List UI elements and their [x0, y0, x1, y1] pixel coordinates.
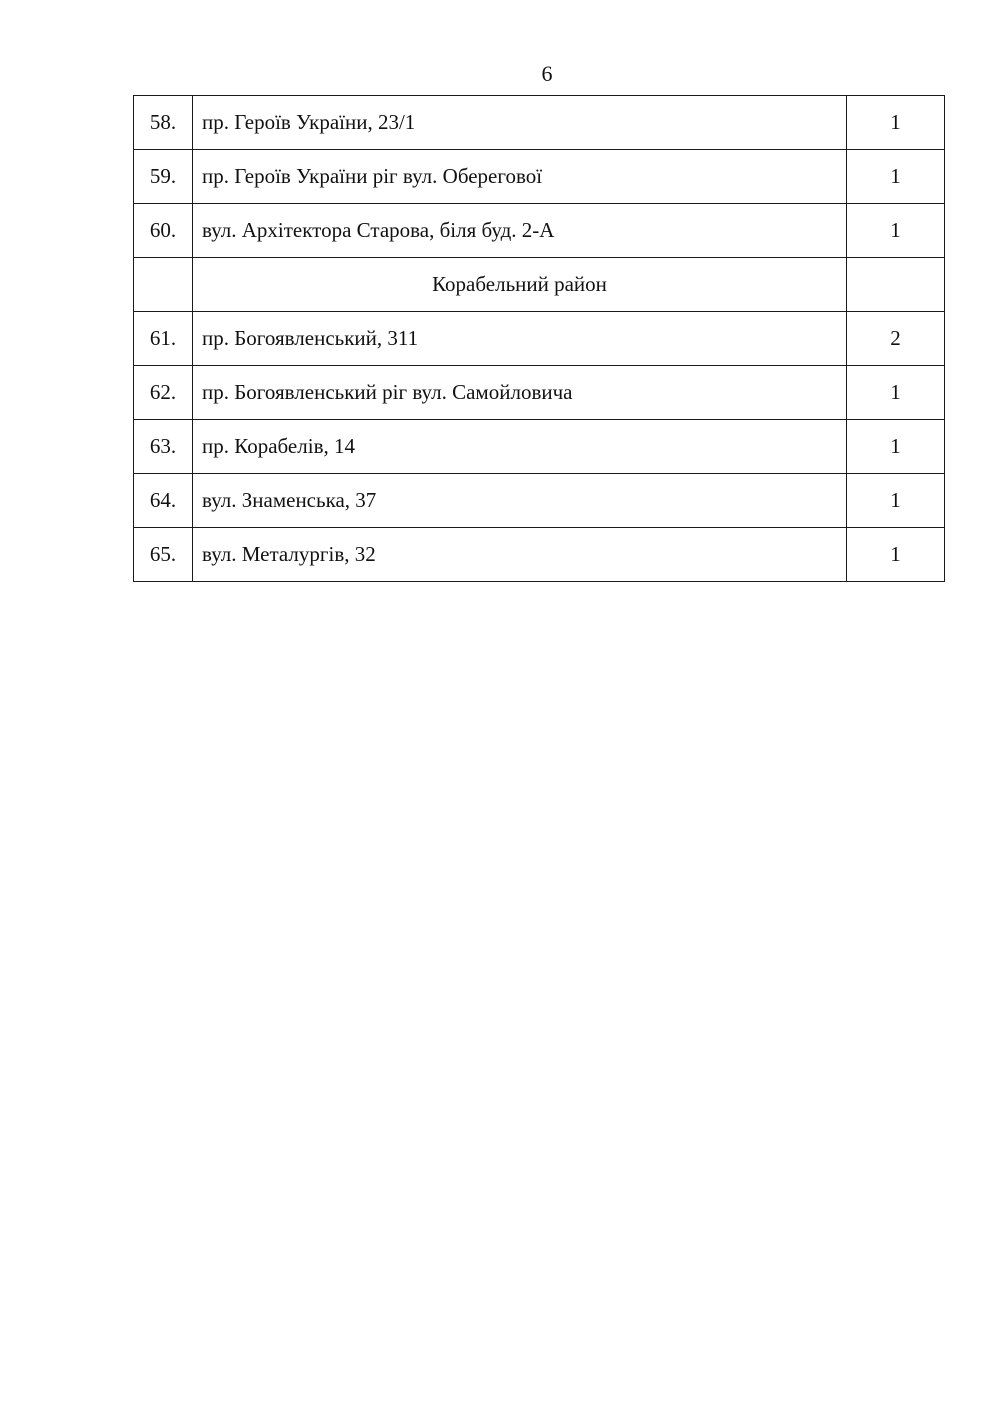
table-row — [134, 204, 945, 258]
row-number: 62. — [134, 366, 193, 420]
address-table — [133, 95, 945, 582]
row-number: 63. — [134, 420, 193, 474]
row-address: пр. Богоявленський, 311 — [193, 312, 847, 366]
row-number: 61. — [134, 312, 193, 366]
row-quantity: 1 — [847, 366, 945, 420]
page-number: 6 — [541, 61, 553, 86]
empty-cell — [847, 258, 945, 312]
table-row — [134, 528, 945, 582]
district-heading-row — [134, 258, 945, 312]
table-row — [134, 420, 945, 474]
table-row — [134, 312, 945, 366]
table-row — [134, 366, 945, 420]
row-quantity: 1 — [847, 420, 945, 474]
row-number: 65. — [134, 528, 193, 582]
row-address: пр. Корабелів, 14 — [193, 420, 847, 474]
row-address: пр. Богоявленський ріг вул. Самойловича — [193, 366, 847, 420]
empty-cell — [134, 258, 193, 312]
row-number: 64. — [134, 474, 193, 528]
row-quantity: 1 — [847, 528, 945, 582]
table-row — [134, 474, 945, 528]
table-row — [134, 150, 945, 204]
row-quantity: 1 — [847, 204, 945, 258]
table-row — [134, 96, 945, 150]
row-quantity: 1 — [847, 150, 945, 204]
row-address: вул. Металургів, 32 — [193, 528, 847, 582]
row-address: пр. Героїв України ріг вул. Оберегової — [193, 150, 847, 204]
row-address: пр. Героїв України, 23/1 — [193, 96, 847, 150]
row-number: 58. — [134, 96, 193, 150]
row-quantity: 1 — [847, 96, 945, 150]
row-number: 59. — [134, 150, 193, 204]
row-quantity: 1 — [847, 474, 945, 528]
row-quantity: 2 — [847, 312, 945, 366]
row-address: вул. Знаменська, 37 — [193, 474, 847, 528]
district-heading: Корабельний район — [193, 258, 847, 312]
row-address: вул. Архітектора Старова, біля буд. 2-А — [193, 204, 847, 258]
row-number: 60. — [134, 204, 193, 258]
